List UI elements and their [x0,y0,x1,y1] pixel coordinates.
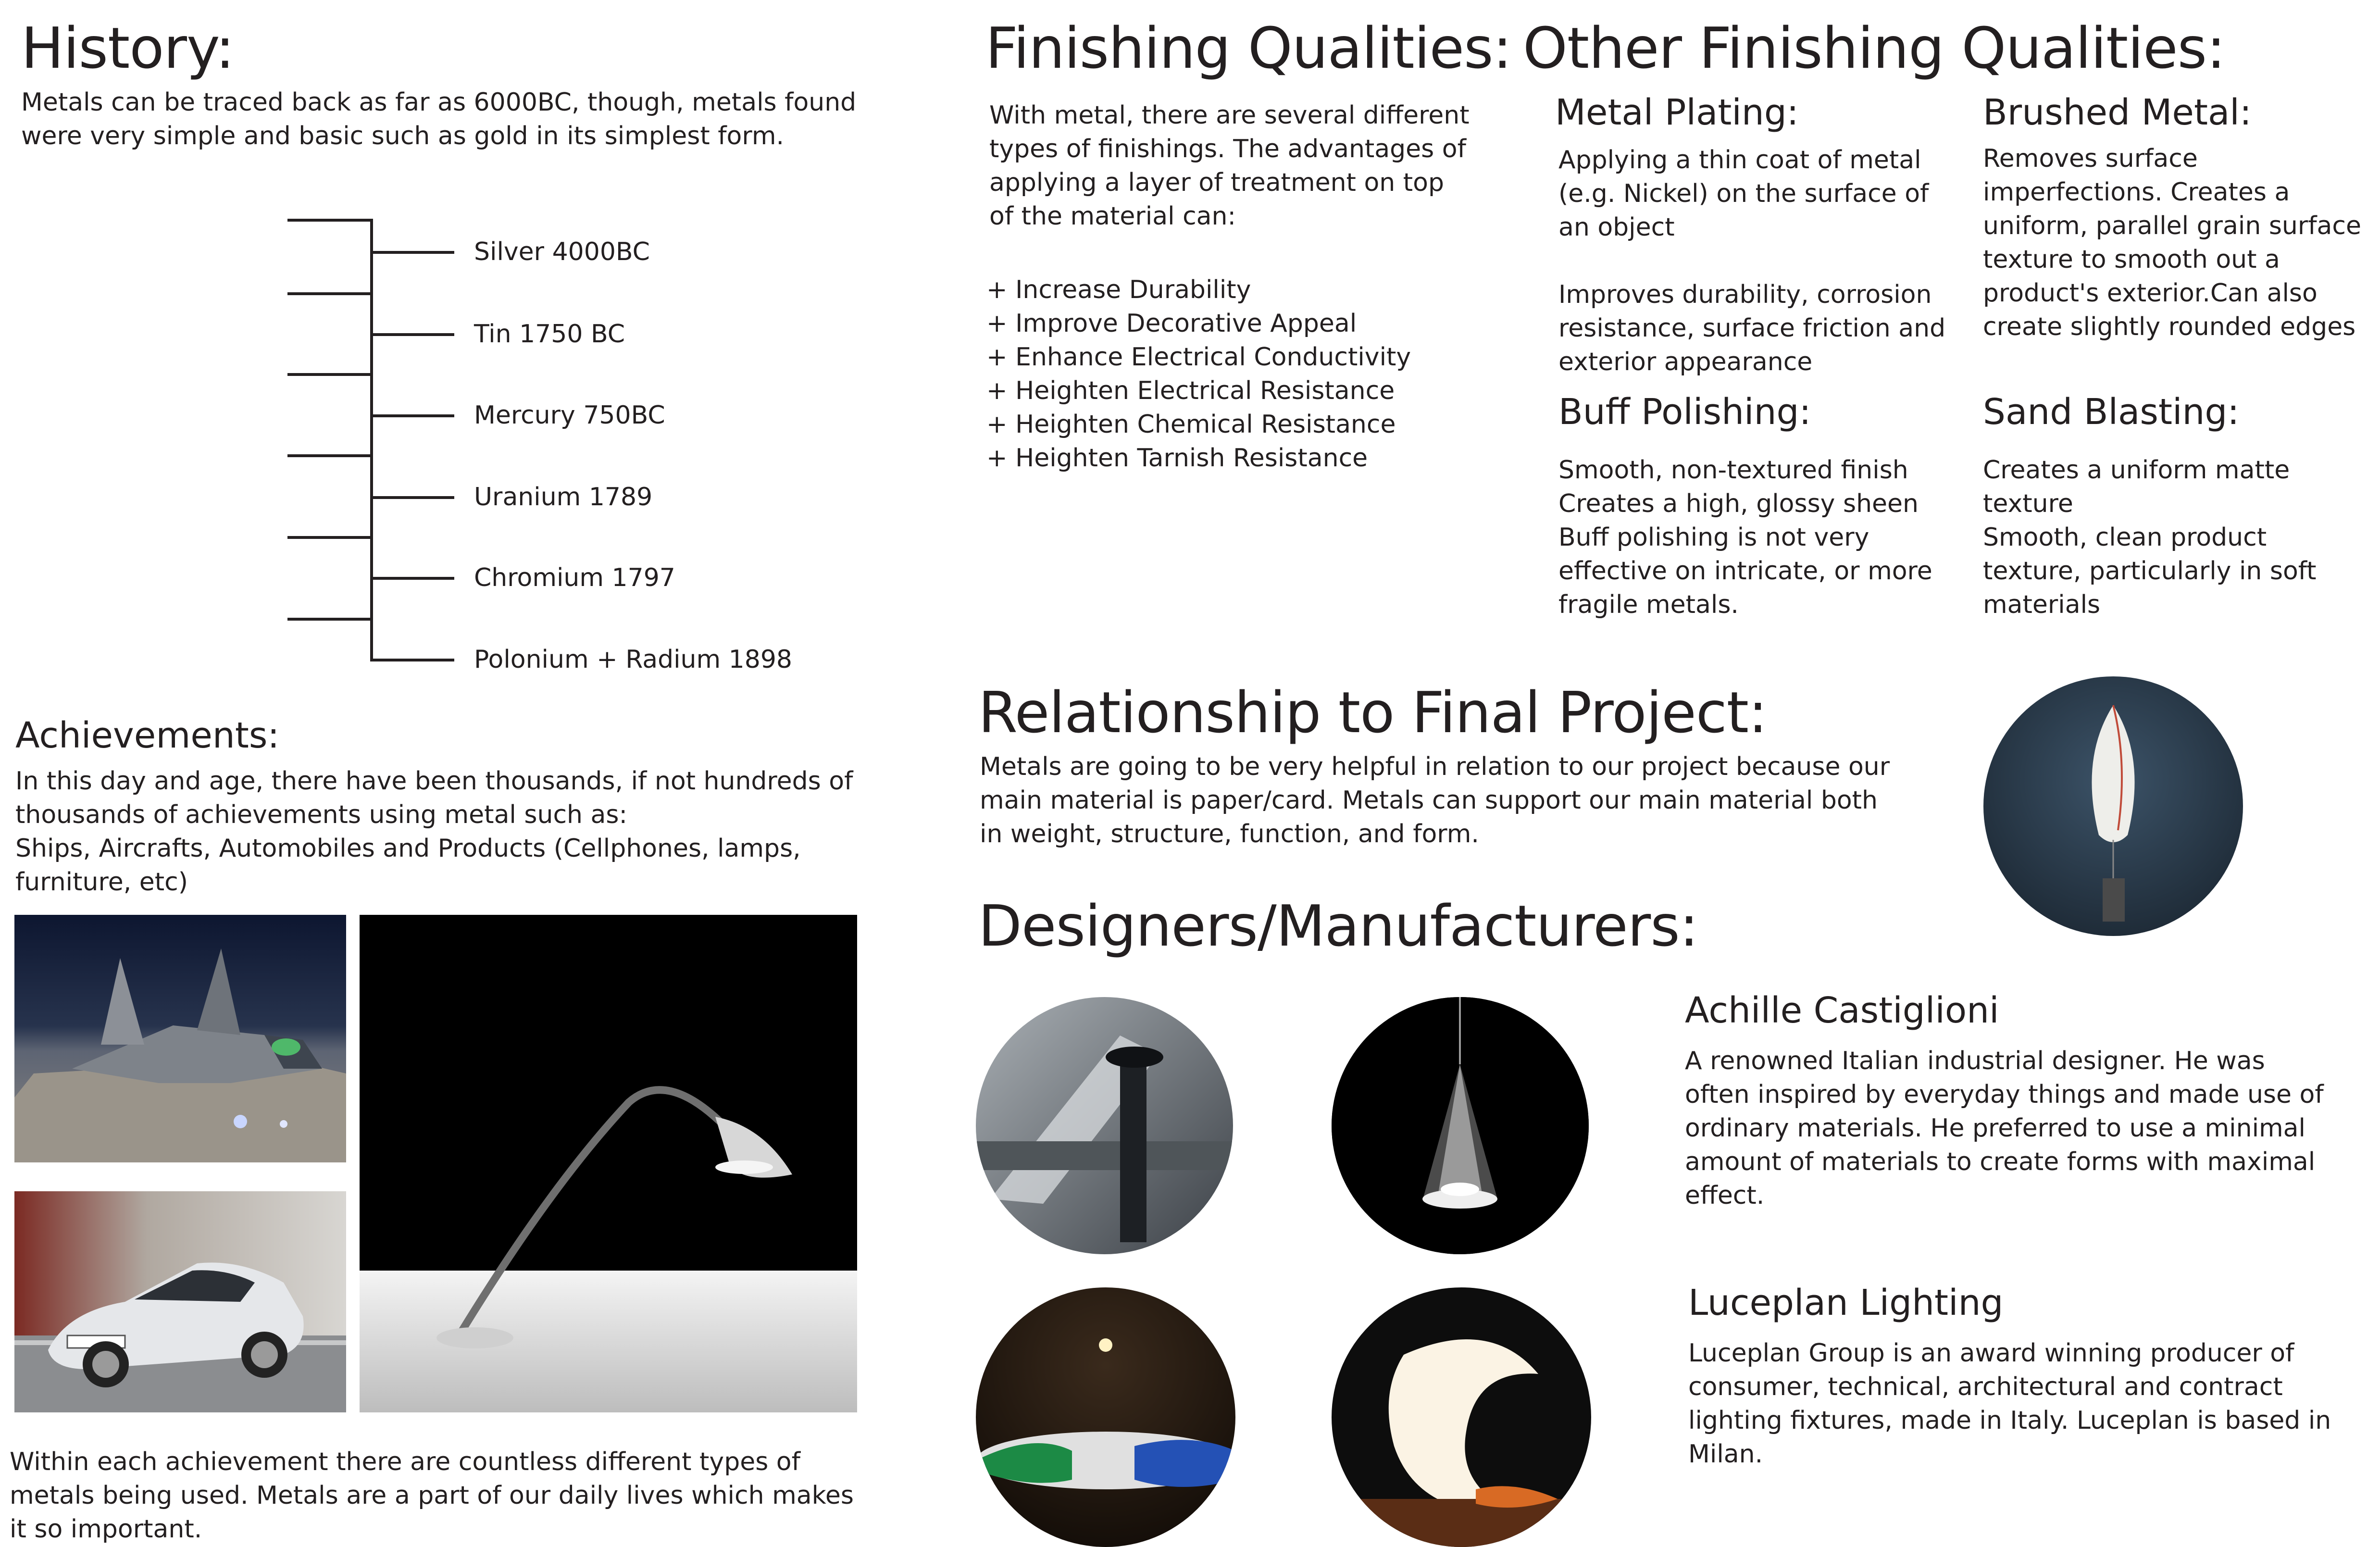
history-title: History: [21,15,234,81]
achievements-title: Achievements: [15,715,280,756]
colored-pendant-circle-photo [976,1287,1235,1547]
achille-name: Achille Castiglioni [1685,990,1999,1031]
brushed-metal-title: Brushed Metal: [1983,92,2252,133]
metal-plating-p1: Applying a thin coat of metal (e.g. Nickel) on the surface of an object [1558,146,1929,242]
achievements-text: In this day and age, there have been thousands, if not hundreds of thousands of achievements using metal such as: [15,767,853,829]
timeline-mercury: Mercury 750BC [474,401,665,430]
advantage-item: + Increase Durability [986,275,1251,304]
timeline-tin: Tin 1750 BC [474,320,625,349]
advantage-item: + Heighten Chemical Resistance [986,410,1396,439]
car-photo [14,1191,346,1412]
buff-polishing-title: Buff Polishing: [1558,391,1811,433]
timeline-polonium-radium: Polonium + Radium 1898 [474,645,793,674]
advantage-item: + Heighten Electrical Resistance [986,376,1395,405]
designers-title: Designers/Manufacturers: [978,893,1698,959]
buff-line: Buff polishing is not very effective on intricate, or more fragile metals. [1558,523,1932,619]
jet-photo [14,915,346,1162]
buff-line: Creates a high, glossy sheen [1558,489,1919,518]
sand-blasting-title: Sand Blasting: [1983,391,2240,433]
metal-plating-text [1558,143,1957,379]
achievements-list: Ships, Aircrafts, Automobiles and Products (Cellphones, lamps, furniture, etc) [15,834,801,897]
finishing-advantages-list [986,273,1491,475]
timeline-uranium: Uranium 1789 [474,483,653,512]
desk-lamp-photo [360,915,857,1412]
brushed-metal-text: Removes surface imperfections. Creates a uniform, parallel grain surface texture to smooth out a product's exterior.Can also create slightly rounded edges [1983,144,2362,341]
relationship-text: Metals are going to be very helpful in relation to our project because our main material is paper/card. Metals can support our main material both in weight, structure, function, and form. [980,752,1890,848]
finishing-intro: With metal, there are several different types of finishings. The advantages of applying a layer of treatment on top of the material can: [989,101,1470,231]
metal-plating-title: Metal Plating: [1555,92,1799,133]
cone-pendant-circle-photo [1332,997,1589,1254]
sand-blasting-text [1983,453,2372,622]
luceplan-bio: Luceplan Group is an award winning producer of consumer, technical, architectural and contract lighting fixtures, made in Italy. Luceplan is based in Milan. [1688,1339,2331,1469]
finishing-title: Finishing Qualities: [985,15,1512,81]
buff-polishing-text [1558,453,1938,622]
history-intro: Metals can be traced back as far as 6000BC, though, metals found were very simple and basic such as gold in its simplest form. [21,88,857,150]
metal-timeline [0,0,865,687]
luceplan-name: Luceplan Lighting [1688,1282,2004,1323]
pendant-lamp-circle-photo [1983,676,2243,936]
timeline-spine [370,219,373,661]
relationship-title: Relationship to Final Project: [978,679,1767,746]
advantage-item: + Heighten Tarnish Resistance [986,444,1368,473]
buff-line: Smooth, non-textured finish [1558,456,1908,485]
advantage-item: + Enhance Electrical Conductivity [986,343,1411,372]
other-finishing-title: Other Finishing Qualities: [1523,15,2225,81]
sand-line: Smooth, clean product texture, particularly in soft materials [1983,523,2317,619]
floor-lamp-circle-photo [976,997,1233,1254]
metal-plating-p2: Improves durability, corrosion resistance, surface friction and exterior appearance [1558,280,1946,376]
achievements-closing: Within each achievement there are countless different types of metals being used. Metals are a part of our daily lives which makes it so important. [10,1447,854,1544]
achievements-text-block [15,764,861,899]
sand-line: Creates a uniform matte texture [1983,456,2290,518]
advantage-item: + Improve Decorative Appeal [986,309,1357,338]
timeline-silver: Silver 4000BC [474,237,650,266]
curl-lamp-circle-photo [1332,1287,1591,1547]
achille-bio: A renowned Italian industrial designer. He was often inspired by everyday things and made use of ordinary materials. He preferred to use a minimal amount of materials to create forms with maximal effect. [1685,1047,2324,1210]
timeline-chromium: Chromium 1797 [474,563,675,592]
